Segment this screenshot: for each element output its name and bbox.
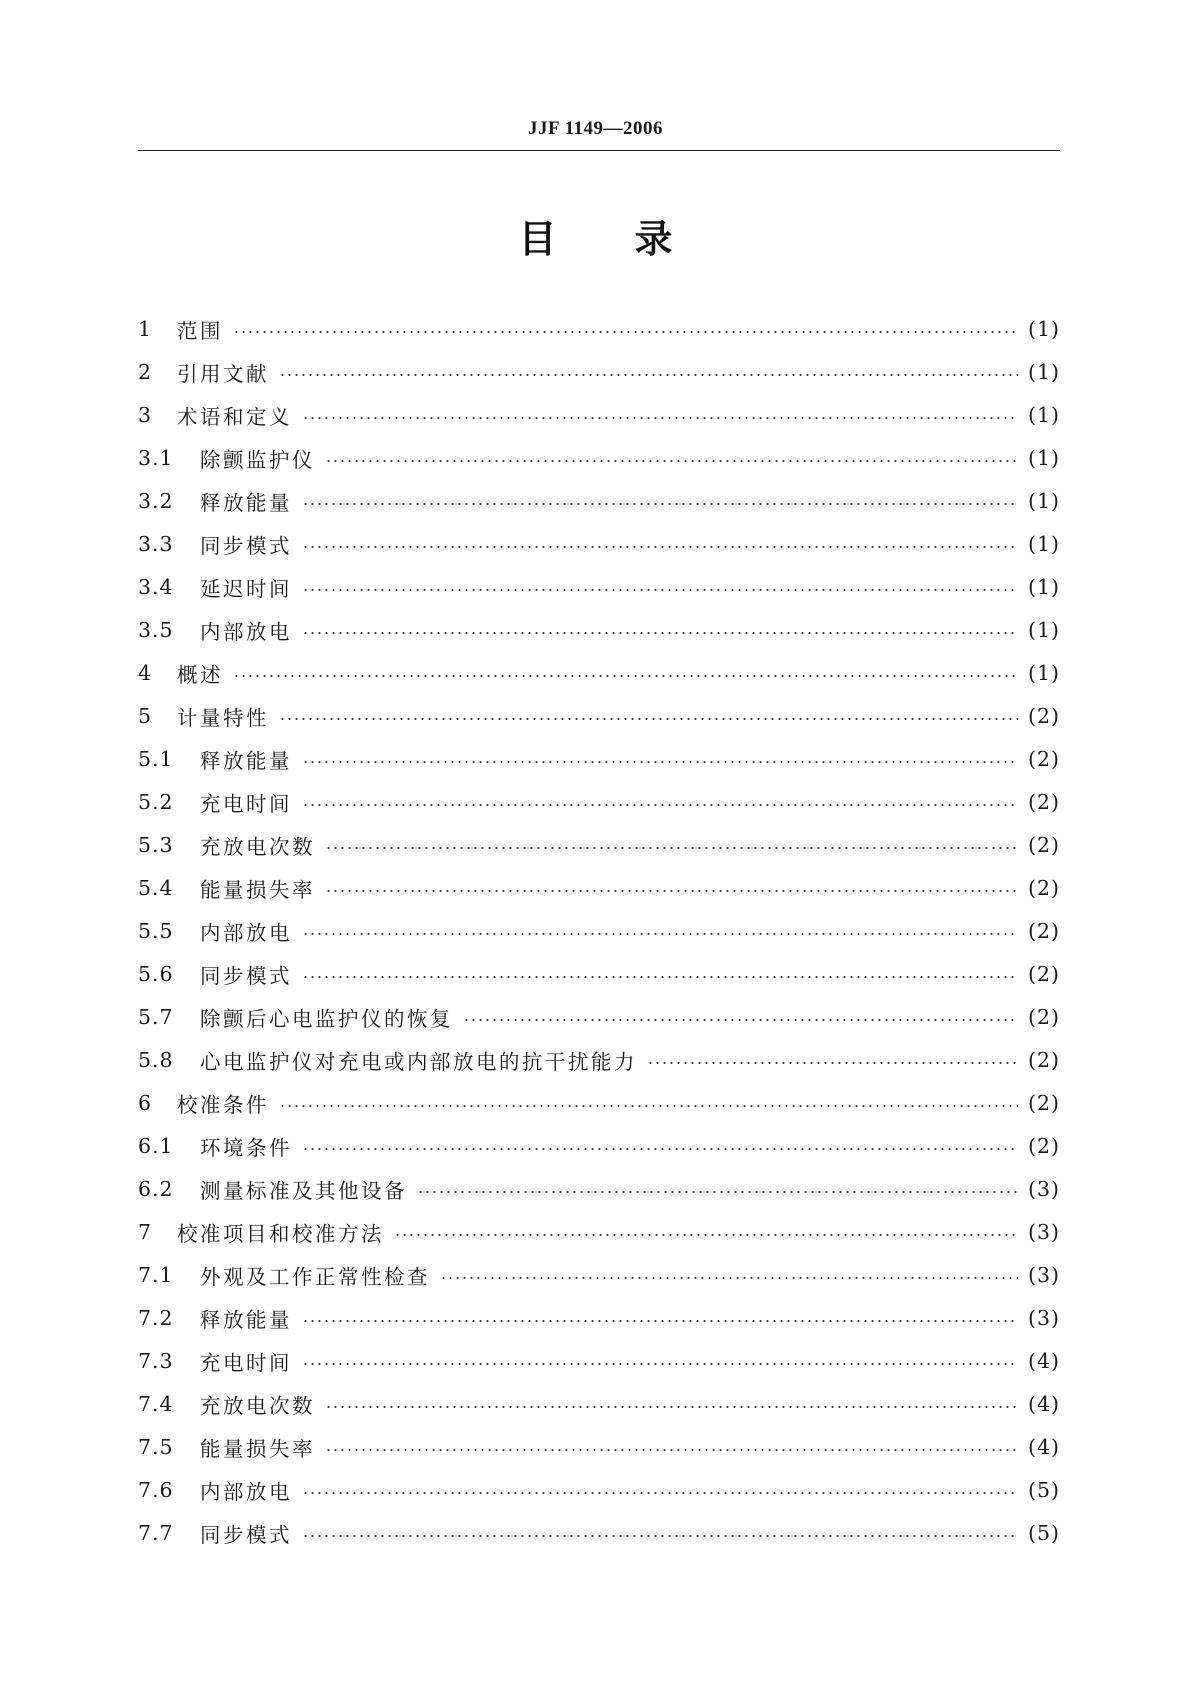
toc-entry-page: (1) (1027, 445, 1060, 470)
toc-entry-number: 3.5 (138, 617, 174, 642)
toc-entry-number: 7.3 (138, 1348, 174, 1373)
toc-entry-title: 内部放电 (200, 920, 292, 945)
toc-dot-leader (302, 976, 1018, 978)
toc-entry-title: 除颤后心电监护仪的恢复 (200, 1006, 453, 1031)
toc-entry-title: 能量损失率 (200, 877, 315, 902)
toc-entry-title: 范围 (177, 318, 223, 343)
toc-entry-title: 释放能量 (200, 490, 292, 515)
toc-dot-leader (302, 804, 1018, 806)
toc-entry-number: 7.2 (138, 1305, 174, 1330)
toc-dot-leader (302, 546, 1018, 548)
toc-entry-page: (2) (1027, 918, 1060, 943)
toc-entry-number: 6 (138, 1090, 153, 1115)
toc-entry-number: 5.3 (138, 832, 174, 857)
toc-dot-leader (394, 1234, 1018, 1236)
toc-dot-leader (302, 503, 1018, 505)
toc-entry-number: 7.6 (138, 1477, 174, 1502)
toc-dot-leader (417, 1191, 1018, 1193)
toc-entry[interactable] (138, 522, 1060, 565)
toc-entry-title: 能量损失率 (200, 1436, 315, 1461)
toc-entry-number: 6.1 (138, 1133, 174, 1158)
toc-entry-number: 3.1 (138, 445, 174, 470)
toc-entry-number: 3.4 (138, 574, 174, 599)
toc-entry-number: 2 (138, 359, 153, 384)
toc-dot-leader (279, 1105, 1018, 1107)
toc-dot-leader (325, 460, 1018, 462)
toc-dot-leader (302, 417, 1018, 419)
toc-entry-number: 5.4 (138, 875, 174, 900)
toc-entry[interactable] (138, 350, 1060, 393)
toc-entry-page: (3) (1027, 1305, 1060, 1330)
toc-entry[interactable] (138, 1339, 1060, 1382)
toc-entry[interactable] (138, 307, 1060, 350)
toc-entry[interactable] (138, 780, 1060, 823)
toc-entry-number: 6.2 (138, 1176, 174, 1201)
toc-entry[interactable] (138, 651, 1060, 694)
toc-entry-number: 7.7 (138, 1520, 174, 1545)
toc-entry-page: (1) (1027, 660, 1060, 685)
toc-entry-page: (2) (1027, 1133, 1060, 1158)
toc-entry-title: 充电时间 (200, 1350, 292, 1375)
toc-entry-title: 释放能量 (200, 1307, 292, 1332)
toc-entry-title: 计量特性 (177, 705, 269, 730)
toc-entry[interactable] (138, 479, 1060, 522)
toc-entry-number: 5.8 (138, 1047, 174, 1072)
toc-entry-title: 心电监护仪对充电或内部放电的抗干扰能力 (200, 1049, 637, 1074)
toc-entry-page: (2) (1027, 1047, 1060, 1072)
document-code: JJF 1149—2006 (527, 118, 664, 139)
toc-title: 目录 (518, 217, 751, 261)
toc-entry[interactable] (138, 1468, 1060, 1511)
toc-entry[interactable] (138, 909, 1060, 952)
toc-entry-title: 延迟时间 (200, 576, 292, 601)
toc-entry-page: (2) (1027, 1090, 1060, 1115)
toc-entry[interactable] (138, 995, 1060, 1038)
toc-entry-page: (4) (1027, 1434, 1060, 1459)
toc-entry-number: 5.5 (138, 918, 174, 943)
toc-entry-page: (1) (1027, 316, 1060, 341)
toc-entry[interactable] (138, 1382, 1060, 1425)
toc-entry-title: 充放电次数 (200, 1393, 315, 1418)
toc-entry[interactable] (138, 1167, 1060, 1210)
toc-entry-title: 充电时间 (200, 791, 292, 816)
toc-entry[interactable] (138, 694, 1060, 737)
toc-dot-leader (325, 1406, 1018, 1408)
toc-dot-leader (233, 675, 1018, 677)
toc-entry-page: (3) (1027, 1262, 1060, 1287)
toc-dot-leader (325, 847, 1018, 849)
toc-dot-leader (325, 890, 1018, 892)
toc-entry-number: 4 (138, 660, 153, 685)
toc-entry-number: 7 (138, 1219, 153, 1244)
toc-dot-leader (325, 1449, 1018, 1451)
toc-entry-page: (4) (1027, 1391, 1060, 1416)
toc-entry[interactable] (138, 1511, 1060, 1554)
toc-entry[interactable] (138, 436, 1060, 479)
toc-entry-page: (1) (1027, 574, 1060, 599)
toc-dot-leader (302, 1363, 1018, 1365)
toc-entry-title: 测量标准及其他设备 (200, 1178, 407, 1203)
toc-dot-leader (302, 1492, 1018, 1494)
toc-entry-title: 校准条件 (177, 1092, 269, 1117)
toc-entry-number: 1 (138, 316, 153, 341)
toc-entry-number: 3 (138, 402, 153, 427)
toc-dot-leader (233, 331, 1018, 333)
toc-entry[interactable] (138, 608, 1060, 651)
toc-entry[interactable] (138, 866, 1060, 909)
toc-entry-title: 除颤监护仪 (200, 447, 315, 472)
toc-entry-title: 环境条件 (200, 1135, 292, 1160)
toc-entry-page: (2) (1027, 746, 1060, 771)
toc-entry[interactable] (138, 1296, 1060, 1339)
toc-dot-leader (463, 1019, 1018, 1021)
toc-entry-title: 同步模式 (200, 1522, 292, 1547)
toc-dot-leader (302, 1320, 1018, 1322)
toc-entry[interactable] (138, 952, 1060, 995)
toc-entry[interactable] (138, 1124, 1060, 1167)
toc-entry-title: 充放电次数 (200, 834, 315, 859)
toc-entry-title: 内部放电 (200, 1479, 292, 1504)
toc-entry[interactable] (138, 393, 1060, 436)
toc-entry-number: 5 (138, 703, 153, 728)
toc-entry-page: (2) (1027, 875, 1060, 900)
toc-list (138, 307, 1060, 1554)
toc-entry-number: 5.2 (138, 789, 174, 814)
toc-entry[interactable] (138, 1081, 1060, 1124)
toc-entry-page: (2) (1027, 703, 1060, 728)
toc-entry[interactable] (138, 1210, 1060, 1253)
toc-entry-page: (1) (1027, 488, 1060, 513)
toc-entry-page: (2) (1027, 961, 1060, 986)
toc-entry-title: 引用文献 (177, 361, 269, 386)
toc-dot-leader (302, 1535, 1018, 1537)
toc-entry-number: 5.7 (138, 1004, 174, 1029)
toc-dot-leader (279, 374, 1018, 376)
toc-dot-leader (647, 1062, 1018, 1064)
toc-entry[interactable] (138, 565, 1060, 608)
toc-entry-page: (5) (1027, 1520, 1060, 1545)
toc-entry-title: 内部放电 (200, 619, 292, 644)
header-rule (138, 150, 1060, 151)
toc-entry-number: 3.2 (138, 488, 174, 513)
toc-entry-number: 7.5 (138, 1434, 174, 1459)
toc-entry[interactable] (138, 1425, 1060, 1468)
toc-entry-number: 3.3 (138, 531, 174, 556)
toc-entry-title: 同步模式 (200, 963, 292, 988)
toc-entry-number: 7.1 (138, 1262, 174, 1287)
toc-dot-leader (440, 1277, 1018, 1279)
toc-dot-leader (302, 933, 1018, 935)
toc-entry-title: 概述 (177, 662, 223, 687)
toc-entry-page: (4) (1027, 1348, 1060, 1373)
toc-entry[interactable] (138, 823, 1060, 866)
toc-entry[interactable] (138, 737, 1060, 780)
toc-entry-number: 5.1 (138, 746, 174, 771)
toc-entry-number: 5.6 (138, 961, 174, 986)
toc-entry-title: 外观及工作正常性检查 (200, 1264, 430, 1289)
toc-entry-page: (2) (1027, 1004, 1060, 1029)
toc-entry-page: (1) (1027, 617, 1060, 642)
toc-entry-page: (1) (1027, 531, 1060, 556)
toc-entry-page: (1) (1027, 402, 1060, 427)
toc-dot-leader (302, 761, 1018, 763)
toc-dot-leader (302, 1148, 1018, 1150)
toc-entry-page: (2) (1027, 789, 1060, 814)
toc-dot-leader (279, 718, 1018, 720)
toc-entry-page: (5) (1027, 1477, 1060, 1502)
toc-entry[interactable] (138, 1253, 1060, 1296)
toc-dot-leader (302, 589, 1018, 591)
toc-entry-page: (2) (1027, 832, 1060, 857)
toc-entry-title: 校准项目和校准方法 (177, 1221, 384, 1246)
toc-entry-title: 术语和定义 (177, 404, 292, 429)
toc-dot-leader (302, 632, 1018, 634)
toc-entry-title: 同步模式 (200, 533, 292, 558)
toc-entry-page: (3) (1027, 1219, 1060, 1244)
toc-entry-page: (1) (1027, 359, 1060, 384)
toc-entry-number: 7.4 (138, 1391, 174, 1416)
toc-entry-title: 释放能量 (200, 748, 292, 773)
toc-entry-page: (3) (1027, 1176, 1060, 1201)
toc-entry[interactable] (138, 1038, 1060, 1081)
